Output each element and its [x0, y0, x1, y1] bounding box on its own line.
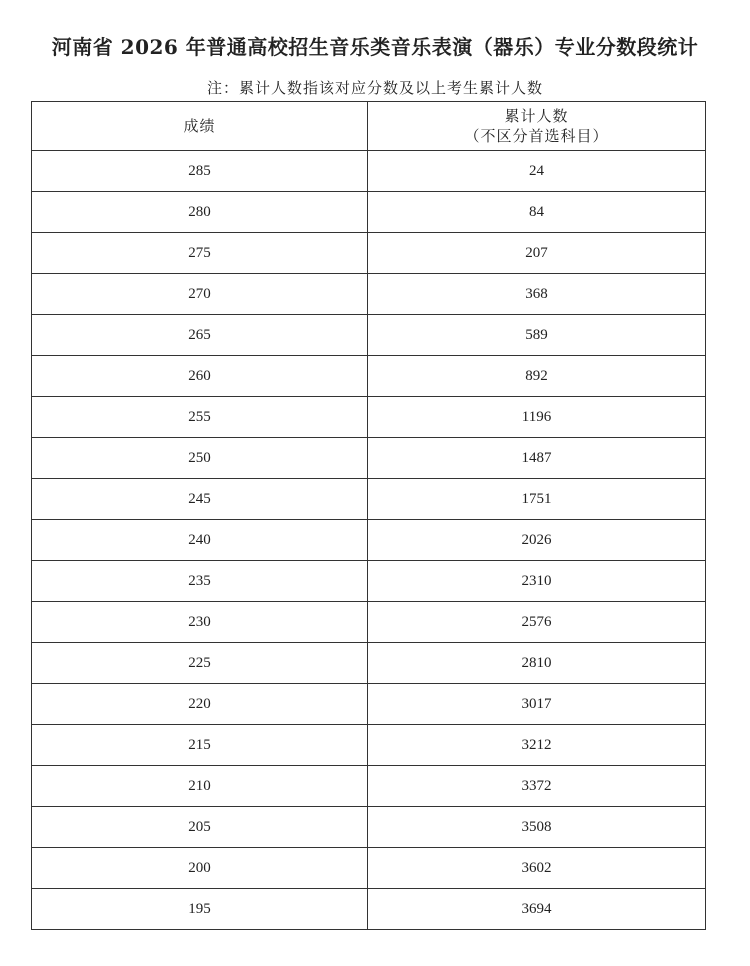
count-cell: 24 [368, 151, 706, 192]
header-cumulative-sublabel: （不区分首选科目） [464, 127, 609, 145]
count-cell: 207 [368, 233, 706, 274]
score-cell: 245 [32, 479, 368, 520]
count-cell: 2026 [368, 520, 706, 561]
table-row [32, 438, 706, 479]
header-score: 成绩 [32, 102, 368, 151]
score-cell: 200 [32, 848, 368, 889]
table-header-row [32, 102, 706, 151]
score-distribution-table [31, 101, 706, 930]
score-cell: 235 [32, 561, 368, 602]
count-cell: 3602 [368, 848, 706, 889]
score-cell: 275 [32, 233, 368, 274]
score-cell: 270 [32, 274, 368, 315]
table-row [32, 561, 706, 602]
count-cell: 3694 [368, 889, 706, 930]
score-cell: 195 [32, 889, 368, 930]
score-cell: 215 [32, 725, 368, 766]
table-row [32, 397, 706, 438]
table-row [32, 889, 706, 930]
count-cell: 1487 [368, 438, 706, 479]
table-row [32, 479, 706, 520]
score-cell: 225 [32, 643, 368, 684]
table-row [32, 848, 706, 889]
table-row [32, 684, 706, 725]
score-cell: 240 [32, 520, 368, 561]
count-cell: 3372 [368, 766, 706, 807]
table-row [32, 192, 706, 233]
table-row [32, 356, 706, 397]
score-cell: 285 [32, 151, 368, 192]
score-cell: 265 [32, 315, 368, 356]
table-row [32, 315, 706, 356]
count-cell: 892 [368, 356, 706, 397]
table-row [32, 807, 706, 848]
count-cell: 3508 [368, 807, 706, 848]
count-cell: 2810 [368, 643, 706, 684]
score-cell: 230 [32, 602, 368, 643]
table-row [32, 233, 706, 274]
table-note: 注：累计人数指该对应分数及以上考生累计人数 [206, 79, 543, 97]
count-cell: 1196 [368, 397, 706, 438]
header-cumulative-label: 累计人数 [504, 107, 569, 125]
table-row [32, 602, 706, 643]
table-row [32, 643, 706, 684]
table-body [32, 151, 706, 930]
score-cell: 260 [32, 356, 368, 397]
table-row [32, 151, 706, 192]
count-cell: 589 [368, 315, 706, 356]
count-cell: 368 [368, 274, 706, 315]
score-cell: 210 [32, 766, 368, 807]
score-cell: 220 [32, 684, 368, 725]
count-cell: 1751 [368, 479, 706, 520]
table-row [32, 520, 706, 561]
count-cell: 84 [368, 192, 706, 233]
score-cell: 250 [32, 438, 368, 479]
table-row [32, 766, 706, 807]
header-cumulative [368, 102, 706, 151]
count-cell: 3212 [368, 725, 706, 766]
count-cell: 2576 [368, 602, 706, 643]
score-cell: 255 [32, 397, 368, 438]
score-cell: 280 [32, 192, 368, 233]
page-title: 河南省 2026 年普通高校招生音乐类音乐表演（器乐）专业分数段统计 [51, 35, 699, 59]
score-cell: 205 [32, 807, 368, 848]
table-row [32, 725, 706, 766]
table-row [32, 274, 706, 315]
count-cell: 2310 [368, 561, 706, 602]
count-cell: 3017 [368, 684, 706, 725]
